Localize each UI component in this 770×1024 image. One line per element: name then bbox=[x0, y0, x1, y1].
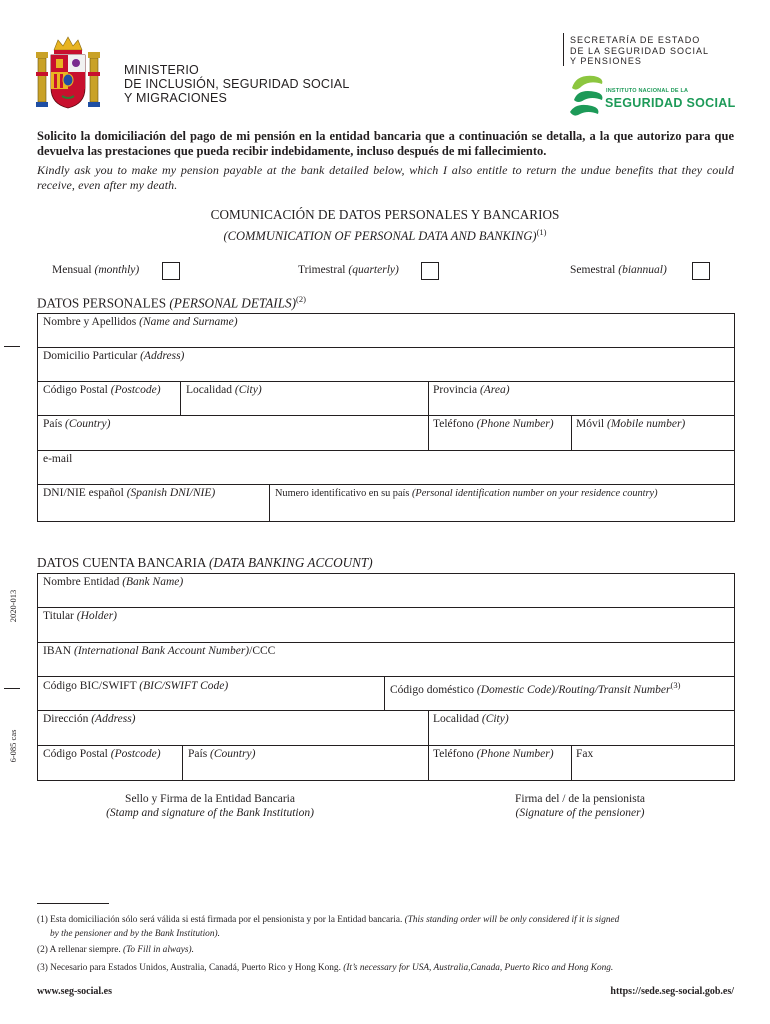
iban-label-es: IBAN bbox=[43, 645, 72, 657]
bank-name-field[interactable] bbox=[43, 576, 183, 588]
bank-country-field[interactable] bbox=[188, 748, 255, 760]
holder-label-es: Titular bbox=[43, 610, 74, 622]
bank-address-field[interactable] bbox=[43, 713, 136, 725]
biannual-label bbox=[570, 264, 667, 276]
iban-field[interactable] bbox=[43, 645, 275, 657]
footnote-3-en: (It’s necessary for USA, Australia,Canada, Puerto Rico and Hong Kong. bbox=[343, 963, 614, 973]
biannual-es: Semestral bbox=[570, 264, 616, 276]
bank-phone-field[interactable] bbox=[433, 748, 554, 760]
bank-signature-label-es: Sello y Firma de la Entidad Bancaria bbox=[125, 793, 295, 805]
idnum-field[interactable] bbox=[275, 488, 658, 499]
iban-label-en: (International Bank Account Number) bbox=[74, 645, 250, 657]
bank-name-label-en: (Bank Name) bbox=[122, 576, 184, 588]
bic-label-en: (BIC/SWIFT Code) bbox=[139, 680, 229, 692]
area-label-es: Provincia bbox=[433, 384, 478, 396]
bank-name-label-es: Nombre Entidad bbox=[43, 576, 120, 588]
email-label: e-mail bbox=[43, 453, 73, 465]
inss-big-text: SEGURIDAD SOCIAL bbox=[605, 96, 736, 110]
bank-country-label-en: (Country) bbox=[210, 748, 256, 760]
bank-fax-label: Fax bbox=[576, 748, 594, 760]
address-label-en: (Address) bbox=[140, 350, 185, 362]
form-subtitle-ref: (1) bbox=[536, 227, 547, 237]
ministry-line-3: Y MIGRACIONES bbox=[124, 91, 228, 105]
address-label-es: Domicilio Particular bbox=[43, 350, 138, 362]
biannual-en: (biannual) bbox=[618, 264, 667, 276]
dni-label-en: (Spanish DNI/NIE) bbox=[126, 487, 216, 499]
footnote-2 bbox=[37, 943, 194, 957]
footnote-1 bbox=[37, 913, 737, 941]
domestic-label-ref: (3) bbox=[670, 680, 681, 690]
holder-field[interactable] bbox=[43, 610, 117, 622]
bank-signature-label-en: (Stamp and signature of the Bank Institution) bbox=[106, 807, 314, 819]
country-label-en: (Country) bbox=[65, 418, 111, 430]
form-subtitle bbox=[0, 227, 770, 244]
postcode-label-en: (Postcode) bbox=[110, 384, 161, 396]
form-code-bottom: 6-085 cas bbox=[8, 729, 18, 763]
bank-postcode-label-es: Código Postal bbox=[43, 748, 108, 760]
fold-mark-bottom bbox=[4, 688, 20, 689]
fold-mark-top bbox=[4, 346, 20, 347]
bank-address-label-es: Dirección bbox=[43, 713, 89, 725]
form-code-top: 2020-013 bbox=[8, 589, 18, 623]
pensioner-signature-label-en: (Signature of the pensioner) bbox=[515, 807, 645, 819]
inss-small-text: INSTITUTO NACIONAL DE LA bbox=[606, 88, 689, 94]
city-label-es: Localidad bbox=[186, 384, 232, 396]
form-subtitle-text: (COMMUNICATION OF PERSONAL DATA AND BANKING) bbox=[223, 229, 537, 244]
footnote-1-en-b: by the pensioner and by the Bank Institution). bbox=[50, 929, 220, 939]
personal-heading bbox=[37, 294, 306, 311]
address-field[interactable] bbox=[43, 350, 184, 362]
footnote-1-es: Esta domiciliación sólo será válida si está firmada por el pensionista y por la Entidad bancaria. bbox=[50, 915, 403, 925]
name-label-en: (Name and Surname) bbox=[139, 316, 238, 328]
bank-postcode-field[interactable] bbox=[43, 748, 161, 760]
name-label-es: Nombre y Apellidos bbox=[43, 316, 137, 328]
footnote-3-num: (3) bbox=[37, 963, 48, 973]
biannual-checkbox[interactable] bbox=[692, 262, 710, 280]
idnum-label-en: (Personal identification number on your residence country) bbox=[411, 488, 658, 499]
quarterly-label bbox=[298, 264, 399, 276]
monthly-es: Mensual bbox=[52, 264, 92, 276]
postcode-field[interactable] bbox=[43, 384, 161, 396]
city-label-en: (City) bbox=[234, 384, 262, 396]
bank-address-label-en: (Address) bbox=[91, 713, 136, 725]
mobile-label-en: (Mobile number) bbox=[607, 418, 686, 430]
monthly-label bbox=[52, 264, 139, 276]
pensioner-signature-area[interactable] bbox=[460, 792, 700, 820]
pensioner-signature-label-es: Firma del / de la pensionista bbox=[515, 793, 645, 805]
footnote-separator bbox=[37, 903, 109, 904]
idnum-label-es: Numero identificativo en su país bbox=[275, 488, 410, 499]
monthly-checkbox[interactable] bbox=[162, 262, 180, 280]
area-field[interactable] bbox=[433, 384, 510, 396]
secretaria-divider bbox=[563, 33, 564, 66]
quarterly-en: (quarterly) bbox=[348, 264, 399, 276]
bank-country-label-es: País bbox=[188, 748, 208, 760]
phone-label-es: Teléfono bbox=[433, 418, 474, 430]
iban-label-tail: /CCC bbox=[249, 645, 276, 657]
footer-website-link[interactable]: www.seg-social.es bbox=[37, 986, 112, 997]
inss-swirl-icon bbox=[568, 70, 606, 120]
intro-spanish: Solicito la domiciliación del pago de mi pensión en la entidad bancaria que a continuación se detalla, a la que autorizo para que devuelva las prestaciones que pueda recibir indebidamente, incluso después de mi fallecimiento. bbox=[37, 129, 734, 158]
secretaria-line-1: SECRETARÍA DE ESTADO bbox=[570, 35, 701, 45]
email-field[interactable] bbox=[43, 453, 72, 465]
form-title: COMUNICACIÓN DE DATOS PERSONALES Y BANCARIOS bbox=[210, 207, 560, 222]
city-field[interactable] bbox=[186, 384, 262, 396]
country-label-es: País bbox=[43, 418, 63, 430]
bank-postcode-label-en: (Postcode) bbox=[110, 748, 161, 760]
intro-english: Kindly ask you to make my pension payable at the bank detailed below, which I also entitle to return the undue benefits that they could receive, even after my death. bbox=[37, 163, 734, 192]
footnote-1-num: (1) bbox=[37, 915, 48, 925]
ministry-line-2: DE INCLUSIÓN, SEGURIDAD SOCIAL bbox=[124, 77, 350, 91]
bank-city-field[interactable] bbox=[433, 713, 509, 725]
phone-field[interactable] bbox=[433, 418, 554, 430]
footnote-2-es: A rellenar siempre. bbox=[49, 945, 121, 955]
quarterly-es: Trimestral bbox=[298, 264, 346, 276]
phone-label-en: (Phone Number) bbox=[476, 418, 554, 430]
bank-city-label-en: (City) bbox=[481, 713, 509, 725]
dni-label-es: DNI/NIE español bbox=[43, 487, 124, 499]
holder-label-en: (Holder) bbox=[76, 610, 118, 622]
bank-heading-es: DATOS CUENTA BANCARIA bbox=[37, 555, 206, 570]
country-field[interactable] bbox=[43, 418, 110, 430]
bank-phone-label-es: Teléfono bbox=[433, 748, 474, 760]
personal-heading-ref: (2) bbox=[296, 294, 306, 304]
name-field[interactable] bbox=[43, 316, 238, 328]
bic-label-es: Código BIC/SWIFT bbox=[43, 680, 137, 692]
ministry-name bbox=[124, 63, 350, 105]
bank-phone-label-en: (Phone Number) bbox=[476, 748, 554, 760]
bank-heading-en: (DATA BANKING ACCOUNT) bbox=[209, 555, 373, 570]
monthly-en: (monthly) bbox=[94, 264, 140, 276]
domestic-code-field[interactable] bbox=[390, 680, 680, 696]
footnote-3 bbox=[37, 961, 613, 975]
bank-fax-field[interactable] bbox=[576, 748, 593, 760]
bank-signature-area[interactable] bbox=[60, 792, 360, 820]
footnote-3-es: Necesario para Estados Unidos, Australia, Canadá, Puerto Rico y Hong Kong. bbox=[50, 963, 341, 973]
bic-field[interactable] bbox=[43, 680, 228, 692]
domestic-label-en: (Domestic Code) bbox=[476, 683, 556, 696]
footnote-1-en-a: (This standing order will be only considered if it is signed bbox=[404, 915, 620, 925]
postcode-label-es: Código Postal bbox=[43, 384, 108, 396]
bank-city-label-es: Localidad bbox=[433, 713, 479, 725]
ministry-line-1: MINISTERIO bbox=[124, 63, 199, 77]
coat-of-arms-logo bbox=[36, 36, 100, 112]
personal-heading-es: DATOS PERSONALES bbox=[37, 295, 167, 311]
footnote-2-num: (2) bbox=[37, 945, 48, 955]
secretaria-block bbox=[570, 35, 709, 67]
area-label-en: (Area) bbox=[479, 384, 510, 396]
mobile-label-es: Móvil bbox=[576, 418, 605, 430]
bank-heading bbox=[37, 555, 373, 571]
domestic-label-tail: /Routing/Transit Number bbox=[555, 683, 671, 696]
domestic-label-es: Código doméstico bbox=[390, 683, 475, 696]
secretaria-line-2: DE LA SEGURIDAD SOCIAL bbox=[570, 45, 710, 56]
quarterly-checkbox[interactable] bbox=[421, 262, 439, 280]
dni-field[interactable] bbox=[43, 487, 215, 499]
personal-heading-en: (PERSONAL DETAILS) bbox=[169, 295, 297, 311]
secretaria-line-3: Y PENSIONES bbox=[570, 56, 642, 66]
footnote-2-en: (To Fill in always). bbox=[122, 945, 194, 955]
mobile-field[interactable] bbox=[576, 418, 685, 430]
footer-sede-link[interactable]: https://sede.seg-social.gob.es/ bbox=[610, 986, 734, 997]
